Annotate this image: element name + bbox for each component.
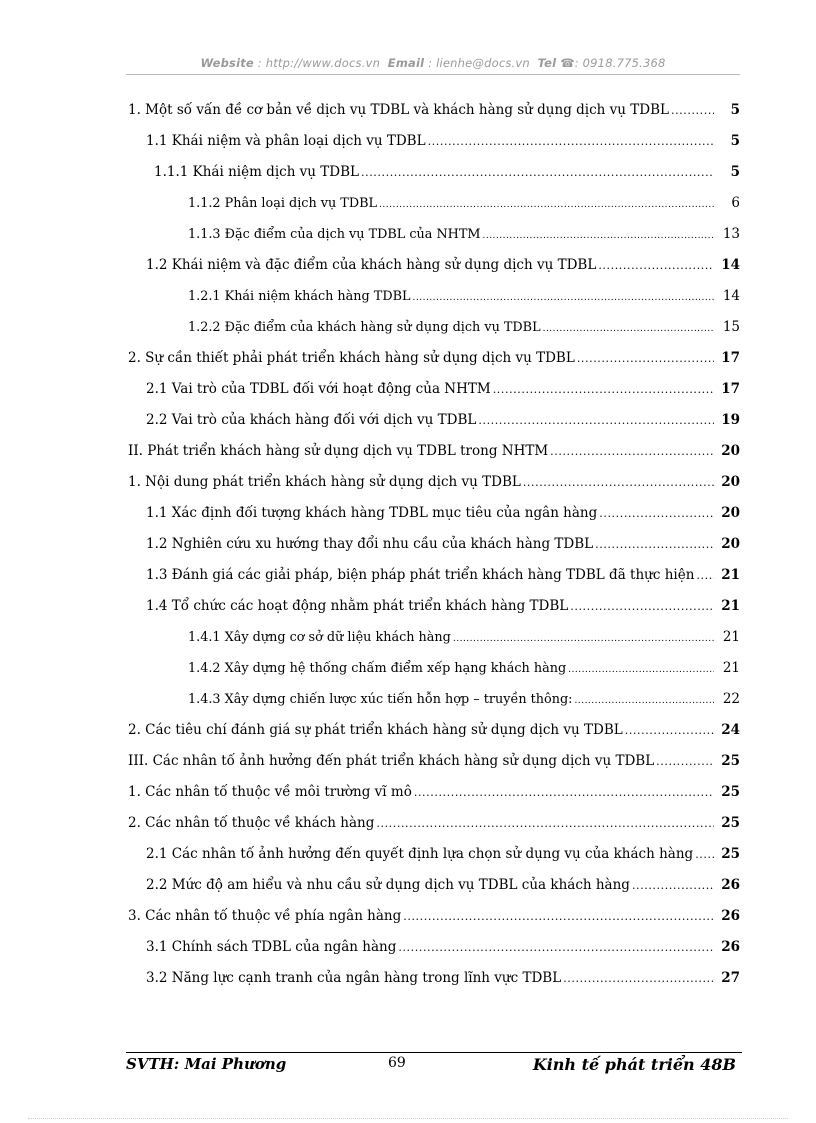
toc-entry-label: 2.2 Mức độ am hiểu và nhu cầu sử dụng dịch vụ TDBL của khách hàng xyxy=(146,877,630,893)
toc-entry[interactable] xyxy=(126,778,740,809)
toc-leader-dots xyxy=(574,687,714,715)
toc-entry[interactable] xyxy=(126,592,740,623)
toc-entry-page: 19 xyxy=(721,412,740,428)
toc-entry-page: 20 xyxy=(721,505,740,521)
toc-entry[interactable] xyxy=(126,406,740,437)
tel-value: : 0918.775.368 xyxy=(574,56,666,70)
toc-entry[interactable] xyxy=(126,747,740,778)
toc-entry-page: 21 xyxy=(722,629,740,645)
toc-entry-page: 14 xyxy=(721,257,740,273)
toc-leader-dots xyxy=(379,191,714,219)
toc-entry[interactable] xyxy=(126,685,740,716)
toc-leader-dots xyxy=(523,469,714,497)
toc-entry[interactable] xyxy=(126,809,740,840)
toc-entry[interactable] xyxy=(126,251,740,282)
toc-entry-page: 20 xyxy=(721,443,740,459)
toc-entry-label: 1.1 Khái niệm và phân loại dịch vụ TDBL xyxy=(146,133,426,149)
toc-entry-page: 25 xyxy=(721,753,740,769)
toc-entry-label: 2. Các tiêu chí đánh giá sự phát triển khách hàng sử dụng dịch vụ TDBL xyxy=(128,722,623,738)
toc-leader-dots xyxy=(598,252,714,280)
toc-entry-label: 1.2 Nghiên cứu xu hướng thay đổi nhu cầu của khách hàng TDBL xyxy=(146,536,594,552)
toc-entry-label: 1. Các nhân tố thuộc về môi trường vĩ mô xyxy=(128,784,412,800)
toc-leader-dots xyxy=(595,531,714,559)
toc-entry-label: 3. Các nhân tố thuộc về phía ngân hàng xyxy=(128,908,402,924)
toc-leader-dots xyxy=(453,625,714,653)
toc-entry-page: 25 xyxy=(721,815,740,831)
toc-entry-page: 25 xyxy=(721,846,740,862)
toc-entry[interactable] xyxy=(126,220,740,251)
phone-icon: ☎ xyxy=(560,56,575,70)
footer-page-number: 69 xyxy=(388,1055,406,1071)
toc-leader-dots xyxy=(656,748,714,776)
toc-entry-page: 22 xyxy=(722,691,740,707)
toc-leader-dots xyxy=(568,656,714,684)
toc-entry[interactable] xyxy=(126,716,740,747)
toc-entry-page: 20 xyxy=(721,474,740,490)
toc-leader-dots xyxy=(398,934,714,962)
page-header xyxy=(126,56,740,70)
toc-leader-dots xyxy=(550,438,714,466)
toc-entry[interactable] xyxy=(126,282,740,313)
toc-entry-label: 2. Các nhân tố thuộc về khách hàng xyxy=(128,815,375,831)
toc-entry-label: III. Các nhân tố ảnh hưởng đến phát triển khách hàng sử dụng dịch vụ TDBL xyxy=(128,753,655,769)
toc-entry[interactable] xyxy=(126,902,740,933)
toc-leader-dots xyxy=(599,500,714,528)
toc-leader-dots xyxy=(577,345,714,373)
toc-entry-label: 1.3 Đánh giá các giải pháp, biện pháp phát triển khách hàng TDBL đã thực hiện xyxy=(146,567,695,583)
toc-leader-dots xyxy=(570,593,714,621)
toc-leader-dots xyxy=(414,779,714,807)
toc-leader-dots xyxy=(671,97,714,125)
toc-entry-page: 25 xyxy=(721,784,740,800)
toc-leader-dots xyxy=(403,903,714,931)
toc-entry-label: 1.1.1 Khái niệm dịch vụ TDBL xyxy=(154,164,360,180)
toc-entry-label: 1.4 Tổ chức các hoạt động nhằm phát triển khách hàng TDBL xyxy=(146,598,569,614)
toc-entry-label: II. Phát triển khách hàng sử dụng dịch vụ TDBL trong NHTM xyxy=(128,443,549,459)
toc-entry[interactable] xyxy=(126,840,740,871)
toc-entry[interactable] xyxy=(126,375,740,406)
page-footer xyxy=(126,1055,742,1079)
toc-entry-label: 1.1.3 Đặc điểm của dịch vụ TDBL của NHTM xyxy=(188,227,481,242)
toc-entry-page: 5 xyxy=(730,102,740,118)
toc-entry-label: 1.1.2 Phân loại dịch vụ TDBL xyxy=(188,196,378,211)
toc-entry-page: 21 xyxy=(721,567,740,583)
toc-entry-page: 5 xyxy=(730,164,740,180)
toc-entry-label: 1.1 Xác định đối tượng khách hàng TDBL mục tiêu của ngân hàng xyxy=(146,505,598,521)
toc-entry-page: 21 xyxy=(722,660,740,676)
header-divider xyxy=(126,74,740,75)
toc-entry-page: 27 xyxy=(721,970,740,986)
toc-entry[interactable] xyxy=(126,964,740,995)
toc-entry[interactable] xyxy=(126,344,740,375)
toc-entry-label: 1.4.3 Xây dựng chiến lược xúc tiến hỗn hợp – truyền thông: xyxy=(188,692,573,707)
toc-entry-page: 26 xyxy=(721,908,740,924)
toc-entry-page: 17 xyxy=(721,350,740,366)
toc-entry-label: 1.2 Khái niệm và đặc điểm của khách hàng sử dụng dịch vụ TDBL xyxy=(146,257,597,273)
toc-entry-label: 2. Sự cần thiết phải phát triển khách hàng sử dụng dịch vụ TDBL xyxy=(128,350,575,366)
toc-entry-label: 2.1 Vai trò của TDBL đối với hoạt động của NHTM xyxy=(146,381,491,397)
toc-entry-page: 20 xyxy=(721,536,740,552)
toc-entry[interactable] xyxy=(126,127,740,158)
toc-entry-page: 17 xyxy=(721,381,740,397)
toc-leader-dots xyxy=(563,965,714,993)
toc-entry-page: 15 xyxy=(722,319,740,335)
toc-entry-label: 1.4.2 Xây dựng hệ thống chấm điểm xếp hạng khách hàng xyxy=(188,661,567,676)
toc-entry-label: 1. Nội dung phát triển khách hàng sử dụng dịch vụ TDBL xyxy=(128,474,521,490)
toc-entry-label: 1.2.2 Đặc điểm của khách hàng sử dụng dịch vụ TDBL xyxy=(188,320,541,335)
toc-leader-dots xyxy=(543,315,714,343)
footer-divider xyxy=(126,1052,742,1053)
toc-entry-page: 21 xyxy=(721,598,740,614)
toc-entry-label: 1. Một số vấn đề cơ bản về dịch vụ TDBL và khách hàng sử dụng dịch vụ TDBL xyxy=(128,102,669,118)
toc-entry[interactable] xyxy=(126,623,740,654)
page-bottom-border xyxy=(28,1118,788,1119)
toc-leader-dots xyxy=(413,284,714,312)
toc-entry[interactable] xyxy=(126,158,740,189)
toc-entry[interactable] xyxy=(126,96,740,127)
toc-leader-dots xyxy=(625,717,714,745)
toc-entry-page: 5 xyxy=(730,133,740,149)
toc-entry-page: 13 xyxy=(722,226,740,242)
footer-author: SVTH: Mai Phương xyxy=(126,1055,287,1073)
toc-entry[interactable] xyxy=(126,871,740,902)
toc-leader-dots xyxy=(632,872,714,900)
email-value: : lienhe@docs.vn xyxy=(428,56,530,70)
toc-entry-page: 26 xyxy=(721,877,740,893)
toc-leader-dots xyxy=(493,376,714,404)
website-value: : http://www.docs.vn xyxy=(257,56,381,70)
toc-entry[interactable] xyxy=(126,561,740,592)
toc-leader-dots xyxy=(482,222,714,250)
website-label: Website xyxy=(200,56,254,70)
toc-entry-page: 24 xyxy=(721,722,740,738)
toc-leader-dots xyxy=(428,128,714,156)
table-of-contents xyxy=(126,96,740,995)
email-label: Email xyxy=(387,56,425,70)
toc-entry-label: 2.2 Vai trò của khách hàng đối với dịch vụ TDBL xyxy=(146,412,477,428)
toc-leader-dots xyxy=(376,810,714,838)
toc-entry-label: 2.1 Các nhân tố ảnh hưởng đến quyết định lựa chọn sử dụng vụ của khách hàng xyxy=(146,846,694,862)
toc-entry[interactable] xyxy=(126,437,740,468)
toc-entry[interactable] xyxy=(126,468,740,499)
toc-leader-dots xyxy=(361,159,714,187)
toc-entry-page: 14 xyxy=(722,288,740,304)
toc-entry[interactable] xyxy=(126,189,740,220)
toc-entry-page: 6 xyxy=(731,195,740,211)
toc-entry-label: 3.2 Năng lực cạnh tranh của ngân hàng trong lĩnh vực TDBL xyxy=(146,970,562,986)
tel-label: Tel xyxy=(537,56,557,70)
toc-entry[interactable] xyxy=(126,654,740,685)
toc-entry-label: 1.2.1 Khái niệm khách hàng TDBL xyxy=(188,289,411,304)
toc-leader-dots xyxy=(478,407,714,435)
toc-entry-label: 1.4.1 Xây dựng cơ sở dữ liệu khách hàng xyxy=(188,630,451,645)
toc-entry[interactable] xyxy=(126,933,740,964)
toc-entry[interactable] xyxy=(126,313,740,344)
toc-entry[interactable] xyxy=(126,499,740,530)
footer-course: Kinh tế phát triển 48B xyxy=(532,1055,736,1074)
toc-leader-dots xyxy=(695,841,714,869)
toc-entry[interactable] xyxy=(126,530,740,561)
toc-entry-page: 26 xyxy=(721,939,740,955)
toc-leader-dots xyxy=(696,562,714,590)
toc-entry-label: 3.1 Chính sách TDBL của ngân hàng xyxy=(146,939,397,955)
